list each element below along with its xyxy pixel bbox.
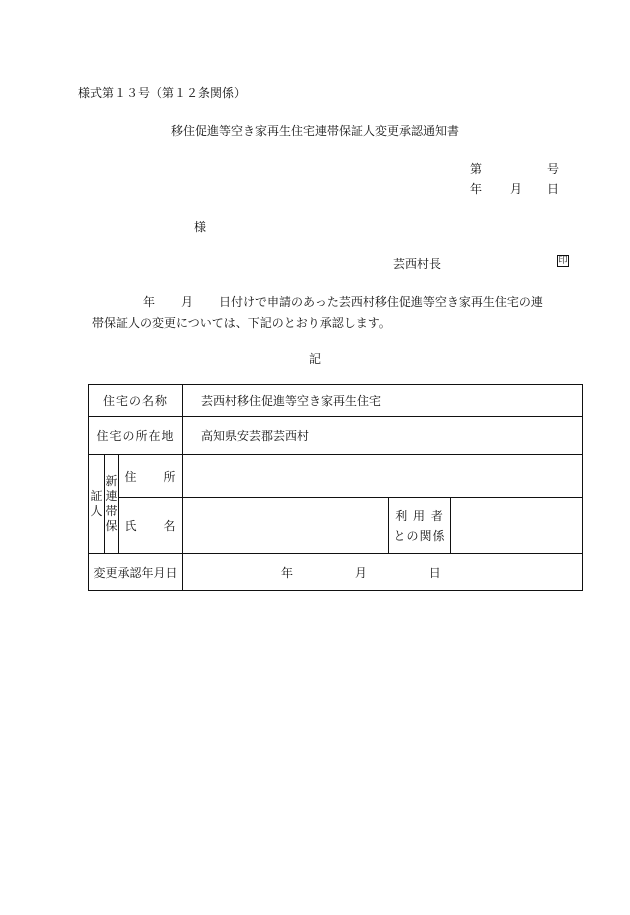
date-year: 年: [470, 182, 483, 196]
table-row: [89, 498, 583, 554]
address-label: 住 所: [119, 455, 183, 498]
body-line-2: 帯保証人の変更については、下記のとおり承認します。: [92, 316, 391, 330]
vertical-char: 帯: [105, 504, 118, 518]
date-month: 月: [510, 182, 523, 196]
body-line-1: 日付けで申請のあった芸西村移住促進等空き家再生住宅の連: [219, 295, 543, 309]
issuer-name: 芸西村長: [393, 257, 442, 271]
guarantor-label-col2: [89, 455, 105, 554]
relation-field: [451, 498, 583, 554]
approval-year: 年: [281, 565, 294, 580]
document-title: 移住促進等空き家再生住宅連帯保証人変更承認通知書: [170, 124, 459, 138]
form-number: 様式第１３号（第１２条関係）: [78, 86, 247, 100]
address-field: [183, 455, 583, 498]
name-label: 氏 名: [119, 498, 183, 554]
location-value: 高知県安芸郡芸西村: [183, 417, 583, 455]
relation-label-line: との関係: [393, 528, 446, 543]
guarantor-label-col1: [105, 455, 119, 554]
seal-mark: 印: [558, 256, 568, 266]
number-suffix: 号: [547, 162, 560, 176]
name-field: [183, 498, 389, 554]
housing-name-value: 芸西村移住促進等空き家再生住宅: [183, 385, 583, 417]
ki-heading: 記: [308, 352, 321, 366]
vertical-char: 連: [105, 489, 118, 503]
number-label: 第: [470, 162, 483, 176]
vertical-char: 証: [90, 489, 103, 503]
table-row: [89, 385, 583, 417]
location-label: 住宅の所在地: [89, 417, 183, 455]
vertical-char: 人: [90, 504, 103, 518]
table-row: [89, 417, 583, 455]
approval-day: 日: [428, 565, 441, 580]
body-year: 年: [143, 295, 156, 309]
table-row: [89, 455, 583, 498]
vertical-char: 新: [105, 474, 118, 488]
approval-date-field: [183, 554, 583, 591]
table-row: [89, 554, 583, 591]
approval-month: 月: [354, 565, 367, 580]
vertical-char: 保: [105, 519, 118, 533]
relation-label-line: 利 用 者: [395, 508, 444, 523]
detail-table: [88, 384, 583, 591]
body-month: 月: [181, 295, 194, 309]
relation-label: [389, 498, 451, 554]
housing-name-label: 住宅の名称: [89, 385, 183, 417]
date-day: 日: [547, 182, 560, 196]
approval-date-label: 変更承認年月日: [89, 554, 183, 591]
addressee-suffix: 様: [194, 220, 207, 234]
